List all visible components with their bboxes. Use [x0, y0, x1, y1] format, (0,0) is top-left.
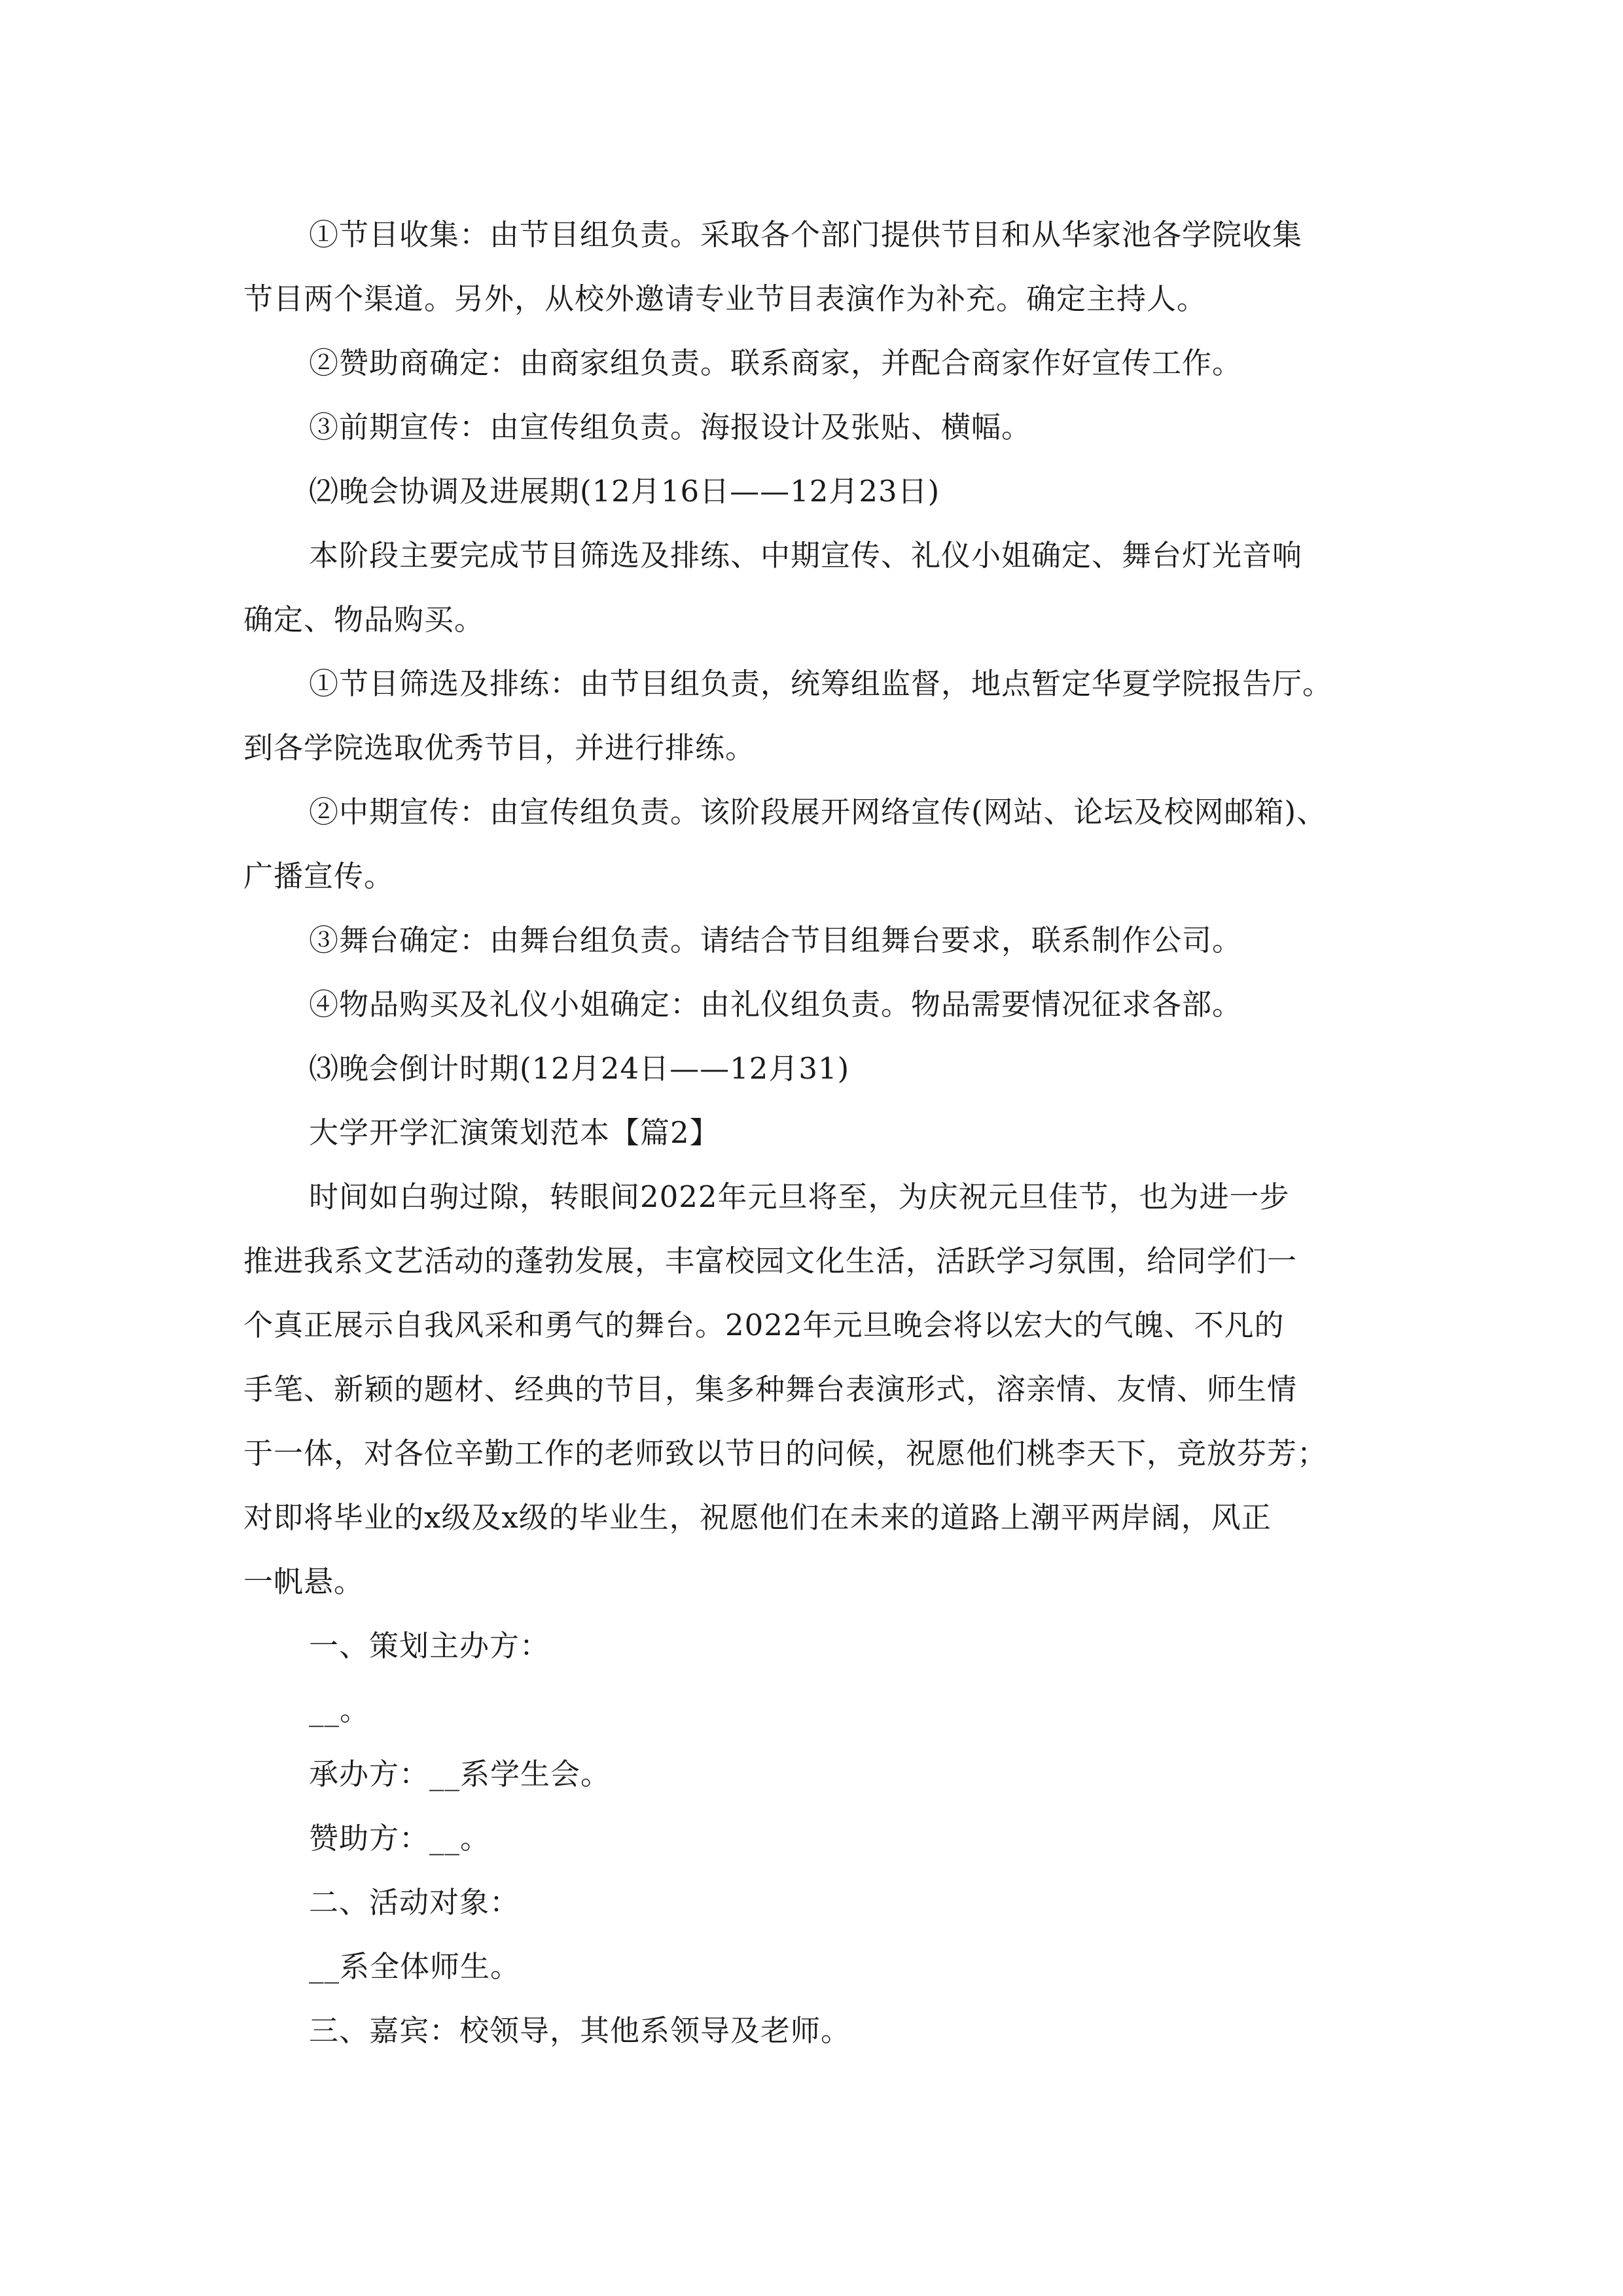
text-line: ③舞台确定：由舞台组负责。请结合节目组舞台要求，联系制作公司。	[309, 923, 1243, 958]
text-line: 承办方：__系学生会。	[309, 1757, 611, 1791]
text-line: 一、策划主办方：	[309, 1628, 550, 1663]
text-line: 一帆悬。	[243, 1564, 365, 1599]
text-line: 三、嘉宾：校领导，其他系领导及老师。	[309, 2013, 851, 2048]
text-line: ④物品购买及礼仪小姐确定：由礼仪组负责。物品需要情况征求各部。	[309, 987, 1243, 1022]
text-line: ③前期宣传：由宣传组负责。海报设计及张贴、横幅。	[309, 410, 1032, 444]
text-line: 广播宣传。	[243, 859, 395, 893]
text-line: 推进我系文艺活动的蓬勃发展，丰富校园文化生活，活跃学习氛围，给同学们一	[243, 1244, 1298, 1278]
text-line: 二、活动对象：	[309, 1885, 520, 1920]
text-line: 节目两个渠道。另外，从校外邀请专业节目表演作为补充。确定主持人。	[243, 281, 1207, 316]
section-heading: 大学开学汇演策划范本【篇2】	[309, 1115, 720, 1150]
text-line: ⑵晚会协调及进展期(12月16日——12月23日)	[309, 474, 940, 509]
text-line: ①节目筛选及排练：由节目组负责，统筹组监督，地点暂定华夏学院报告厅。	[309, 666, 1333, 701]
text-line: ②赞助商确定：由商家组负责。联系商家，并配合商家作好宣传工作。	[309, 346, 1243, 380]
text-line: 到各学院选取优秀节目，并进行排练。	[243, 730, 756, 765]
text-line: ①节目收集：由节目组负责。采取各个部门提供节目和从华家池各学院收集	[309, 217, 1303, 252]
text-line: ②中期宣传：由宣传组负责。该阶段展开网络宣传(网站、论坛及校网邮箱)、	[309, 795, 1327, 829]
text-line: __。	[309, 1693, 370, 1727]
document-body	[243, 203, 1389, 2063]
text-line: 本阶段主要完成节目筛选及排练、中期宣传、礼仪小姐确定、舞台灯光音响	[309, 538, 1303, 573]
text-line: 对即将毕业的x级及x级的毕业生，祝愿他们在未来的道路上潮平两岸阔，风正	[243, 1500, 1272, 1535]
text-line: 确定、物品购买。	[243, 602, 485, 637]
text-line: 时间如白驹过隙，转眼间2022年元旦将至，为庆祝元旦佳节，也为进一步	[309, 1179, 1290, 1214]
text-line: 个真正展示自我风采和勇气的舞台。2022年元旦晚会将以宏大的气魄、不凡的	[243, 1308, 1285, 1342]
text-line: ⑶晚会倒计时期(12月24日——12月31)	[309, 1051, 850, 1086]
text-line: __系全体师生。	[309, 1949, 521, 1984]
text-line: 手笔、新颖的题材、经典的节目，集多种舞台表演形式，溶亲情、友情、师生情	[243, 1372, 1298, 1407]
text-line: 赞助方：__。	[309, 1821, 491, 1856]
text-line: 于一体，对各位辛勤工作的老师致以节日的问候，祝愿他们桃李天下，竞放芬芳；	[243, 1436, 1328, 1471]
